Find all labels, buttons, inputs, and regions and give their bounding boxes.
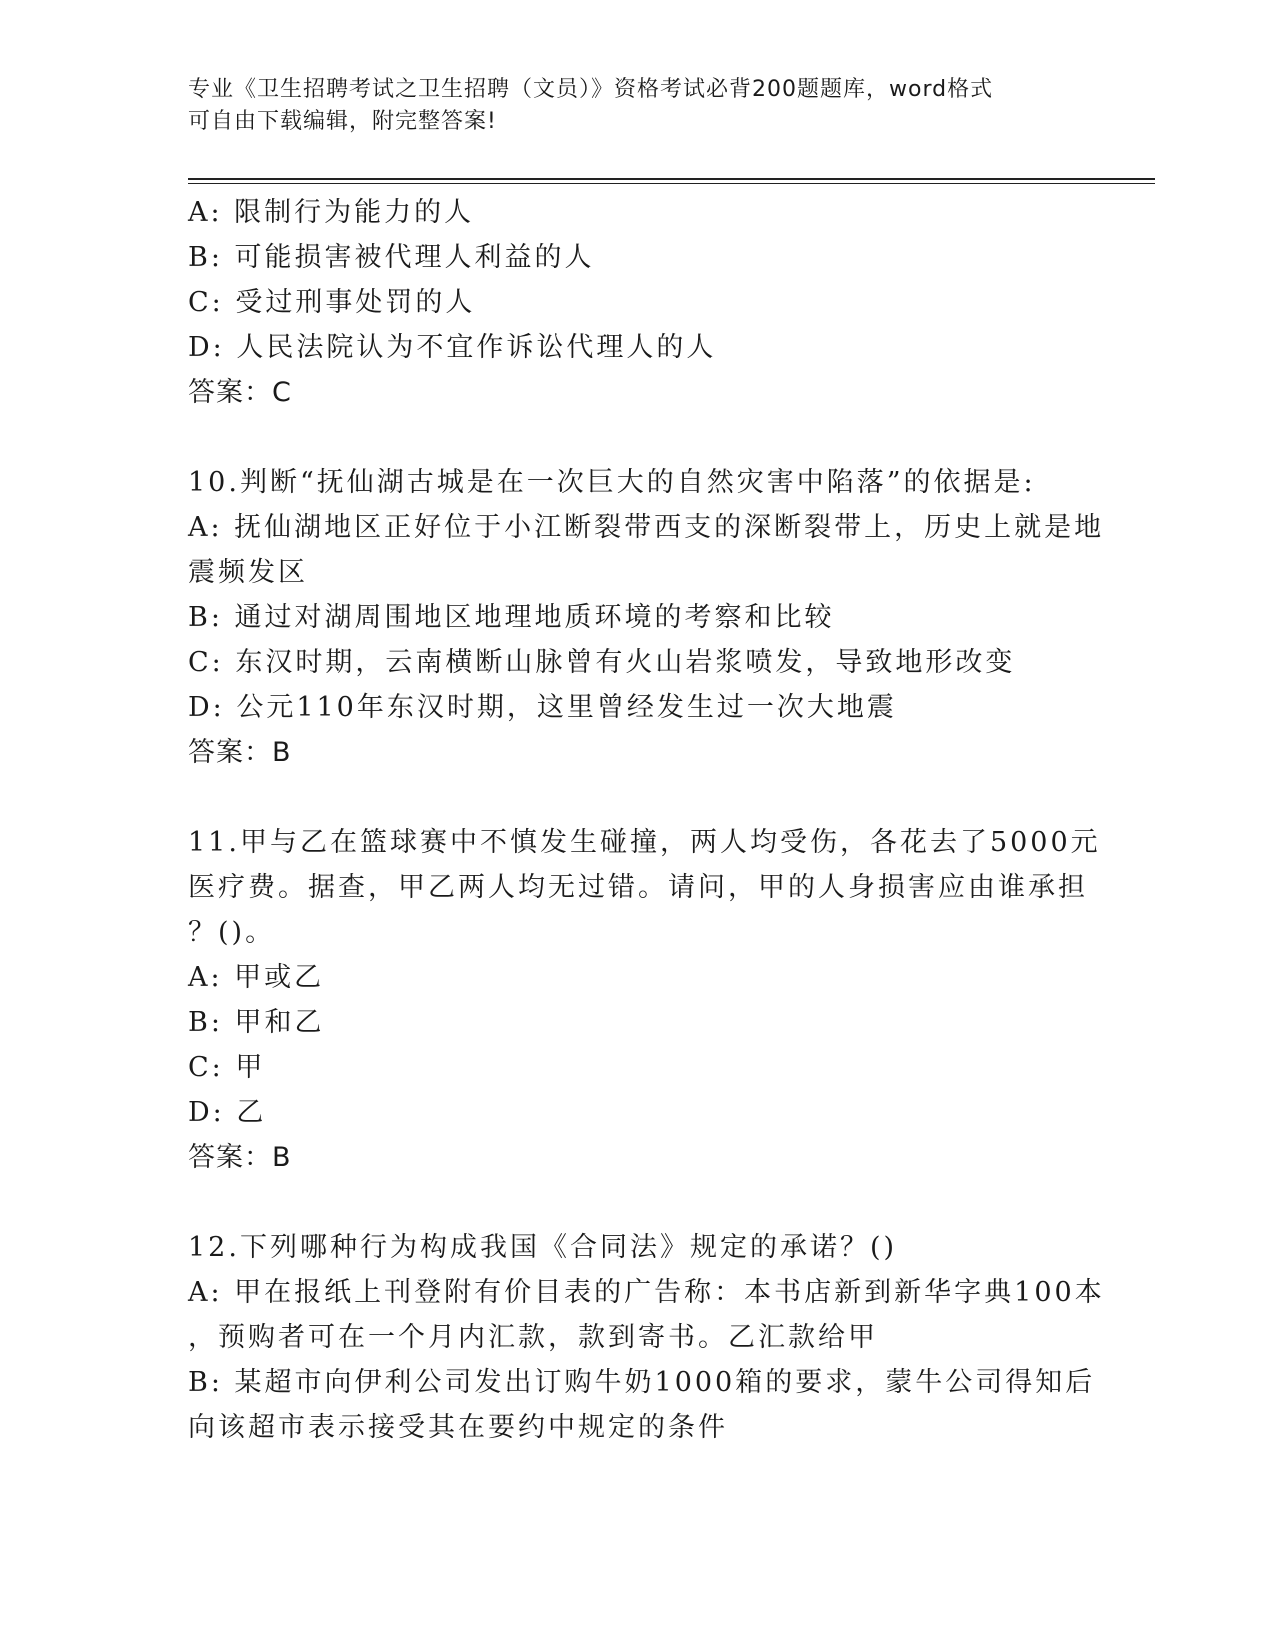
option-b: B: 某超市向伊利公司发出订购牛奶1000箱的要求，蒙牛公司得知后 [188,1367,1096,1398]
option-b-continued: 向该超市表示接受其在要约中规定的条件 [188,1412,728,1443]
question-12 [188,1225,1105,1450]
question-stem: 10.判断“抚仙湖古城是在一次巨大的自然灾害中陷落”的依据是: [188,467,1036,498]
option-a: A: 抚仙湖地区正好位于小江断裂带西支的深断裂带上，历史上就是地 [188,512,1105,543]
option-b: B: 可能损害被代理人利益的人 [188,242,595,273]
question-stem: 12.下列哪种行为构成我国《合同法》规定的承诺？() [188,1232,898,1263]
option-d: D: 人民法院认为不宜作诉讼代理人的人 [188,332,717,363]
question-9 [188,190,1088,415]
option-a-continued: ，预购者可在一个月内汇款，款到寄书。乙汇款给甲 [188,1322,878,1353]
option-c: C: 甲 [188,1052,266,1083]
answer-line: 答案：B [188,1142,292,1173]
header-title-line-1: 专业《卫生招聘考试之卫生招聘（文员）》资格考试必背200题题库，word格式 [188,77,994,102]
option-a: A: 甲或乙 [188,962,325,993]
option-a: A: 限制行为能力的人 [188,197,475,228]
header-title-line-2: 可自由下载编辑，附完整答案! [188,109,497,134]
question-content [188,190,1105,1450]
option-b: B: 通过对湖周围地区地理地质环境的考察和比较 [188,602,835,633]
answer-line: 答案：C [188,377,292,408]
question-spacer [188,775,1088,820]
question-spacer [188,1180,1088,1225]
option-c: C: 受过刑事处罚的人 [188,287,476,318]
option-a-continued: 震频发区 [188,557,308,588]
option-a: A: 甲在报纸上刊登附有价目表的广告称：本书店新到新华字典100本 [188,1277,1105,1308]
question-10 [188,460,1105,775]
document-header [188,74,1068,138]
option-d: D: 公元110年东汉时期，这里曾经发生过一次大地震 [188,692,897,723]
question-stem-line-1: 11.甲与乙在篮球赛中不慎发生碰撞，两人均受伤，各花去了5000元 [188,827,1101,858]
answer-line: 答案：B [188,737,292,768]
option-c: C: 东汉时期，云南横断山脉曾有火山岩浆喷发，导致地形改变 [188,647,1016,678]
option-b: B: 甲和乙 [188,1007,325,1038]
option-d: D: 乙 [188,1097,267,1128]
question-stem-line-2: 医疗费。据查，甲乙两人均无过错。请问，甲的人身损害应由谁承担 [188,872,1088,903]
question-spacer [188,415,1088,460]
question-stem-line-3: ？()。 [188,917,276,948]
question-11 [188,820,1101,1180]
header-divider [188,178,1155,184]
